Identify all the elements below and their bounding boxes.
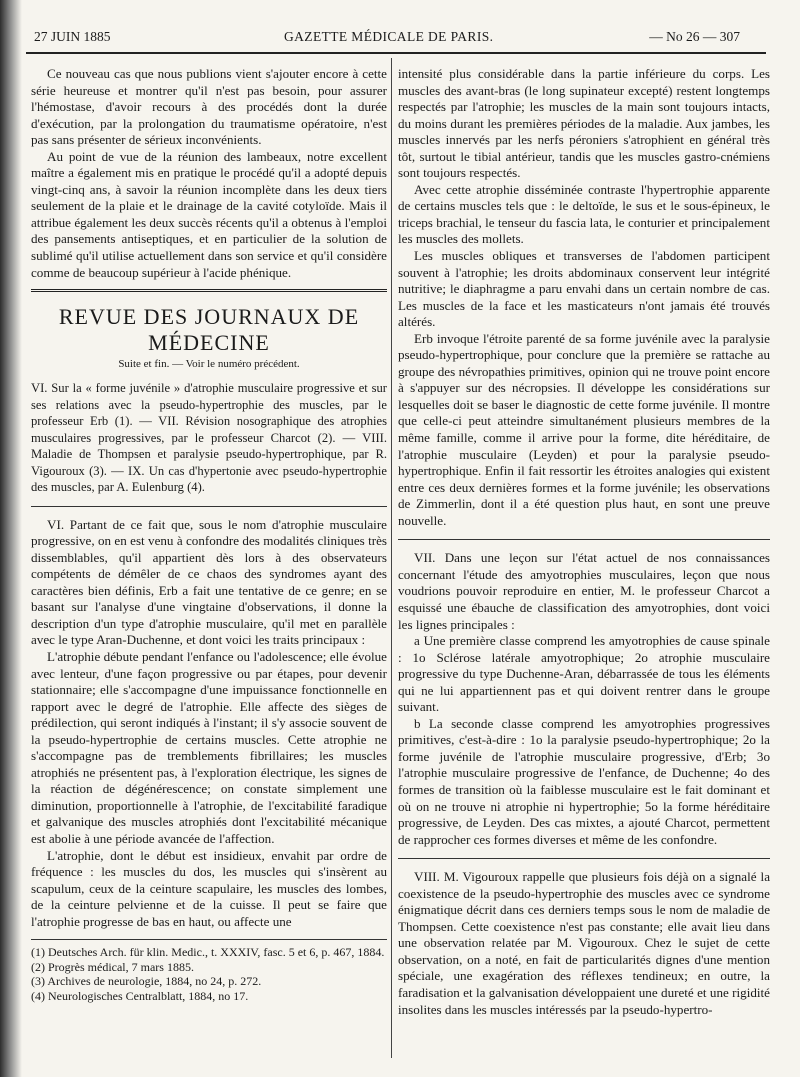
footnote: (3) Archives de neurologie, 1884, no 24, p. 272. <box>31 974 262 989</box>
footnote: (4) Neurologisches Centralblatt, 1884, no 17. <box>31 988 249 1003</box>
summary-rule <box>31 506 387 507</box>
paragraph: a Une première classe comprend les amyotrophies de cause spinale : 1o Sclérose latérale amyotrophique; 2o atrophie musculaire progressive du type Duchenne-Aran, débarrassée de tous les éléments qui ne lui appartiennent pas et qui doivent rentrer dans le groupe suivant. <box>398 633 770 715</box>
header-page-number: — No 26 — 307 <box>649 29 740 44</box>
paragraph: L'atrophie débute pendant l'enfance ou l'adolescence; elle évolue avec lenteur, d'une façon progressive ou par étapes, pour devenir stationnaire; elle s'accompagne d'une impuissance fonctionnelle en rapport avec le degré de l'atrophie. Elle affecte des sièges de prédilection, qui seront indiqués à l'instant; il s'y associe souvent de la pseudo-hypertrophie de certains muscles. Cette atrophie ne s'accompagne pas de tremblements fibrillaires; les muscles atrophiés ne présentent pas, à l'exploration électrique, les signes de la réaction de dégénérescence; on constate simplement une diminution, proportionnelle à l'atrophie, de l'excitabilité faradique et galvanique des muscles atrophiés dont l'excitabilité mécanique est abolie à une période avancée de l'affection. <box>31 648 387 846</box>
paragraph: b La seconde classe comprend les amyotrophies progressives primitives, c'est-à-dire : 1o la paralysie pseudo-hypertrophique; 2o la forme juvénile de l'atrophie musculaire progressive, d'Erb; 3o l'atrophie musculaire progressive de l'enfance, de Duchenne; 4o des formes de transition où la faiblesse musculaire est le fait dominant et où on ne trouve ni atrophie ni hypertrophie; 5o la forme héréditaire progressive, de Leyden. Des cas mixtes, a ajouté Charcot, permettent de rapprocher ces formes diverses et même de les confondre. <box>398 715 770 847</box>
scan-binding-edge <box>0 0 22 1077</box>
left-column <box>31 66 387 1003</box>
header-title: GAZETTE MÉDICALE DE PARIS. <box>284 29 494 44</box>
paragraph: VIII. M. Vigouroux rappelle que plusieurs fois déjà on a signalé la coexistence de la pseudo-hypertrophie des muscles avec ce syndrome énigmatique décrit dans ces derniers temps sous le nom de maladie de Thompsen. Cette coexistence n'est pas constante; elle avait lieu dans une observation relatée par M. Vigouroux. Chez le sujet de cette observation, on a noté, en fait de particularités dignes d'une mention spéciale, une exagération des réflexes tendineux; en outre, la faradisation et la galvanisation développaient une dureté et une rigidité insolites dans les muscles intéressés par la pseudo-hypertro- <box>398 869 770 1017</box>
footnote-rule <box>31 939 387 940</box>
header-date: 27 JUIN 1885 <box>34 29 111 44</box>
section-summary: VI. Sur la « forme juvénile » d'atrophie musculaire progressive et sur ses relations avec la pseudo-hypertrophie des muscles, par le professeur Erb (1). — VII. Révision nosographique des atrophies musculaires progressives, par le professeur Charcot (2). — VIII. Maladie de Thompsen et paralysie pseudo-hypertrophique, par R. Vigouroux (3). — IX. Un cas d'hypertonie avec pseudo-hypertrophie des muscles, par A. Eulenburg (4). <box>31 381 387 495</box>
paragraph: Avec cette atrophie disséminée contraste l'hypertrophie apparente de certains muscles tels que : le deltoïde, le sus et le sous-épineux, le triceps brachial, le tenseur du fascia lata, le conturier et principalement les muscles des mollets. <box>398 181 770 247</box>
paragraph: VII. Dans une leçon sur l'état actuel de nos connaissances concernant l'étude des amyotrophies musculaires, leçon que nous voudrions pouvoir reproduire en entier, M. le professeur Charcot a esquissé une ébauche de classification des amyotrophies, dont voici les lignes principales : <box>398 550 770 632</box>
paragraph: Ce nouveau cas que nous publions vient s'ajouter encore à cette série heureuse et montrer qu'il n'est pas besoin, pour assurer l'hémostase, d'avoir recours à des procédés dont la durée d'exécution, par la prolongation du traumatisme opératoire, n'est pas sans présenter de sérieux inconvénients. <box>31 66 387 148</box>
header-rule <box>26 52 766 54</box>
column-divider <box>391 58 392 1058</box>
right-column <box>398 66 770 1018</box>
section-rule <box>31 289 387 294</box>
paragraph-rule <box>398 539 770 540</box>
paragraph: VI. Partant de ce fait que, sous le nom d'atrophie musculaire progressive, on en est venu à confondre des modalités cliniques très dissemblables, qu'il appartient dès lors à des observateurs compétents de démêler de ce chaos des syndromes ayant des caractères bien définis, Erb a fait une tentative de ce genre; en se basant sur l'analyse d'une vingtaine d'observations, il donne la description d'un type d'atrophie musculaire, qu'il met en parallèle avec le type Aran-Duchenne, et dont voici les traits principaux : <box>31 516 387 648</box>
footnote: (2) Progrès médical, 7 mars 1885. <box>31 959 194 974</box>
section-subtitle: Suite et fin. — Voir le numéro précédent. <box>118 358 300 371</box>
paragraph: intensité plus considérable dans la partie inférieure du corps. Les muscles des avant-bras (le long supinateur excepté) restent longtemps respectés par l'atrophie; les muscles de la main sont toujours intacts, du moins durant les premières périodes de la maladie. Aux jambes, les muscles innervés par les nerfs péroniers s'atrophient en général très tôt, surtout le tibial antérieur, tandis que les muscles gastro-cnémiens sont toujours respectés. <box>398 66 770 181</box>
section-title: REVUE DES JOURNAUX DE MÉDECINE <box>58 304 360 356</box>
running-header <box>34 29 740 47</box>
footnote: (1) Deutsches Arch. für klin. Medic., t. XXXIV, fasc. 5 et 6, p. 467, 1884. <box>31 945 385 960</box>
paragraph-rule <box>398 858 770 859</box>
paragraph: L'atrophie, dont le début est insidieux, envahit par ordre de fréquence : les muscles du dos, les muscles qui s'insèrent au scapulum, ceux de la ceinture scapulaire, les muscles des lombes, de la ceinture pelvienne et de la cuisse. Il peut se faire que l'atrophie progresse de bas en haut, ou affecte une <box>31 847 387 929</box>
paragraph: Erb invoque l'étroite parenté de sa forme juvénile avec la paralysie pseudo-hypertrophique, pour conclure que la première se rattache au groupe des névropathies primitives, opinion qui ne trouve point encore à s'appuyer sur des nécropsies. Il développe les considérations sur lesquelles doit se baser le diagnostic de cette forme juvénile. Il montre que celle-ci peut atteindre simultanément plusieurs membres de la même famille, comme il arrive pour la forme, dite héréditaire, de l'atrophie musculaire (Leyden) et pour la paralysie pseudo-hypertrophique. Enfin il fait ressortir les étroites analogies qui existent entre ces deux dernières formes et la forme juvénile; les observations de Zimmerlin, dont il a été question plus haut, en sont une preuve nouvelle. <box>398 330 770 528</box>
paragraph: Au point de vue de la réunion des lambeaux, notre excellent maître a également mis en pratique le procédé qu'il a adopté depuis vingt-cinq ans, à savoir la réunion incomplète dans les deux tiers seulement de la plaie et le drainage de la cavité cotyloïde. Mais il attribue également les deux succès récents qu'il a obtenus à l'emploi des pansements antiseptiques, et en particulier de la solution de sublimé qu'il utilise actuellement dans son service et qu'il considère comme de beaucoup supérieur à l'acide phénique. <box>31 148 387 280</box>
paragraph: Les muscles obliques et transverses de l'abdomen participent souvent à l'atrophie; les droits abdominaux conservent leur intégrité nutritive; le diaphragme a paru envahi dans un certain nombre de cas. Les muscles de la face et les masticateurs n'ont jamais été trouvés altérés. <box>398 248 770 330</box>
